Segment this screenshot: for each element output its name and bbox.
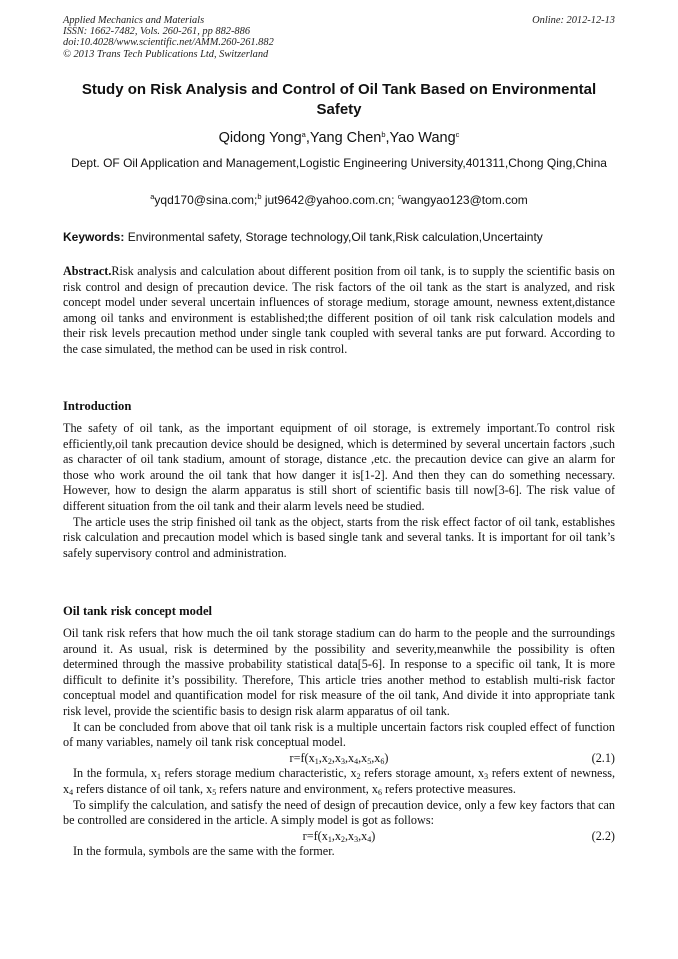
equation-2-1 xyxy=(63,751,615,767)
email-mark: c xyxy=(397,192,402,201)
author-mark: b xyxy=(381,130,386,139)
author-name: Yang Chen xyxy=(309,130,382,146)
journal-header xyxy=(63,15,615,60)
section-heading-introduction: Introduction xyxy=(63,399,132,413)
email-list xyxy=(63,192,615,208)
online-date: Online: 2012-12-13 xyxy=(532,15,615,26)
paragraph: The safety of oil tank, as the important equipment of oil storage, is extremely important.To control risk efficiently,oil tank precaution device should be designed, which is determined by several uncertain factors ,such as character of oil tank stadium, amount of storage, distance ,etc. the precaution device can give an alarm for those who work around the oil tank that how danger it is[1-2]. And then they can do something necessary. However, how to design the alarm apparatus is still short of scientific basis till now[3-6]. The risk value of different situation from the oil tank and their alarm levels need be studied. xyxy=(63,421,615,513)
paper-title: Study on Risk Analysis and Control of Oil Tank Based on Environmental Safety xyxy=(81,81,597,118)
paragraph: It can be concluded from above that oil tank risk is a multiple uncertain factors risk coupled effect of function of many variables, namely oil tank risk conceptual model. xyxy=(63,719,615,750)
email-address[interactable]: wangyao123@tom.com xyxy=(401,193,528,207)
equation-2-2 xyxy=(63,829,615,845)
section-heading-concept-model: Oil tank risk concept model xyxy=(63,604,213,618)
keywords xyxy=(63,229,615,245)
keywords-text: Environmental safety, Storage technology,Oil tank,Risk calculation,Uncertainty xyxy=(127,230,543,244)
paragraph: In the formula, $x_1$ refers storage medium characteristic, $x_2$ refers storage amount, $x_3$ refers extent of newness, $x_4$ refers distance of oil tank, $x_5$ refers nature and environment, $x_6$ refers protective measures. xyxy=(63,766,616,797)
equation-number: (2.1) xyxy=(591,750,615,765)
author-name: Yao Wang xyxy=(389,130,456,146)
copyright-line: © 2013 Trans Tech Publications Ltd, Switzerland xyxy=(63,48,269,60)
email-address[interactable]: yqd170@sina.com; xyxy=(154,193,258,207)
author-mark: a xyxy=(301,130,306,139)
issn-line: ISSN: 1662-7482, Vols. 260-261, pp 882-886 xyxy=(63,26,251,38)
author-list: Qidong Yong$^a$,Yang Chen$^b$,Yao Wang$^c$ xyxy=(218,130,460,146)
equation-number: (2.2) xyxy=(591,828,615,843)
author-mark: c xyxy=(455,130,460,139)
concept-body xyxy=(63,626,615,860)
email-mark: a xyxy=(150,192,155,201)
paragraph: In the formula, symbols are the same with the former. xyxy=(73,844,335,859)
equation-expression: $r=f(x_1,x_2,x_3,x_4,x_5,x_6)$ xyxy=(289,750,389,766)
abstract-label: Abstract. xyxy=(63,264,112,278)
paragraph: To simplify the calculation, and satisfy the need of design of precaution device, only a few key factors that can be controlled are considered in the article. A simply model is got as follows: xyxy=(63,797,615,828)
doi-line: doi:10.4028/www.scientific.net/AMM.260-261.882 xyxy=(63,37,274,49)
paragraph: Oil tank risk refers that how much the oil tank storage stadium can do harm to the people and the surroundings around it. As usual, risk is determined by the possibility and severity,meanwhile the possibility is often determined through the massive probability statistical data[5-6]. In response to a specific oil tank, It is more difficult to definite it’s possibility. Therefore, This article tries another method to establish multi-risk factor conceptual model and quantification model for risk measure of the oil tank, And divide it into appropriate tank risk level, provide the scientific basis to design risk alarm apparatus of oil tank. xyxy=(63,626,615,718)
equation-expression: $r=f(x_1,x_2,x_3,x_4)$ xyxy=(302,828,376,844)
paragraph: The article uses the strip finished oil tank as the object, starts from the risk effect factor of oil tank, establishes risk calculation and precaution model which is based single tank and several tanks. It is important for oil tank’s safely supervisory control and administration. xyxy=(63,514,615,560)
email-address[interactable]: jut9642@yahoo.com.cn; xyxy=(264,193,395,207)
introduction-body xyxy=(63,421,615,561)
abstract-text: Risk analysis and calculation about different position from oil tank, is to supply the scientific basis on risk control and design of precaution device. The risk factors of the oil tank as the start is analyzed, and risk concept model under several uncertain influences of storage medium, storage amount, newness extent,distance among oil tanks and environment is established;the different position of oil tank risk calculation models and their risk levels precaution method under single tank coupled with several tanks are put forward. According to the case simulated, the method can be used in risk control. xyxy=(63,264,615,356)
affiliation: Dept. OF Oil Application and Management,Logistic Engineering University,401311,Chong Qing,China xyxy=(71,156,607,170)
keywords-label: Keywords: xyxy=(63,230,125,244)
abstract xyxy=(63,264,615,358)
email-mark: b xyxy=(257,192,262,201)
journal-name: Applied Mechanics and Materials xyxy=(63,15,205,26)
author-name: Qidong Yong xyxy=(218,130,302,146)
